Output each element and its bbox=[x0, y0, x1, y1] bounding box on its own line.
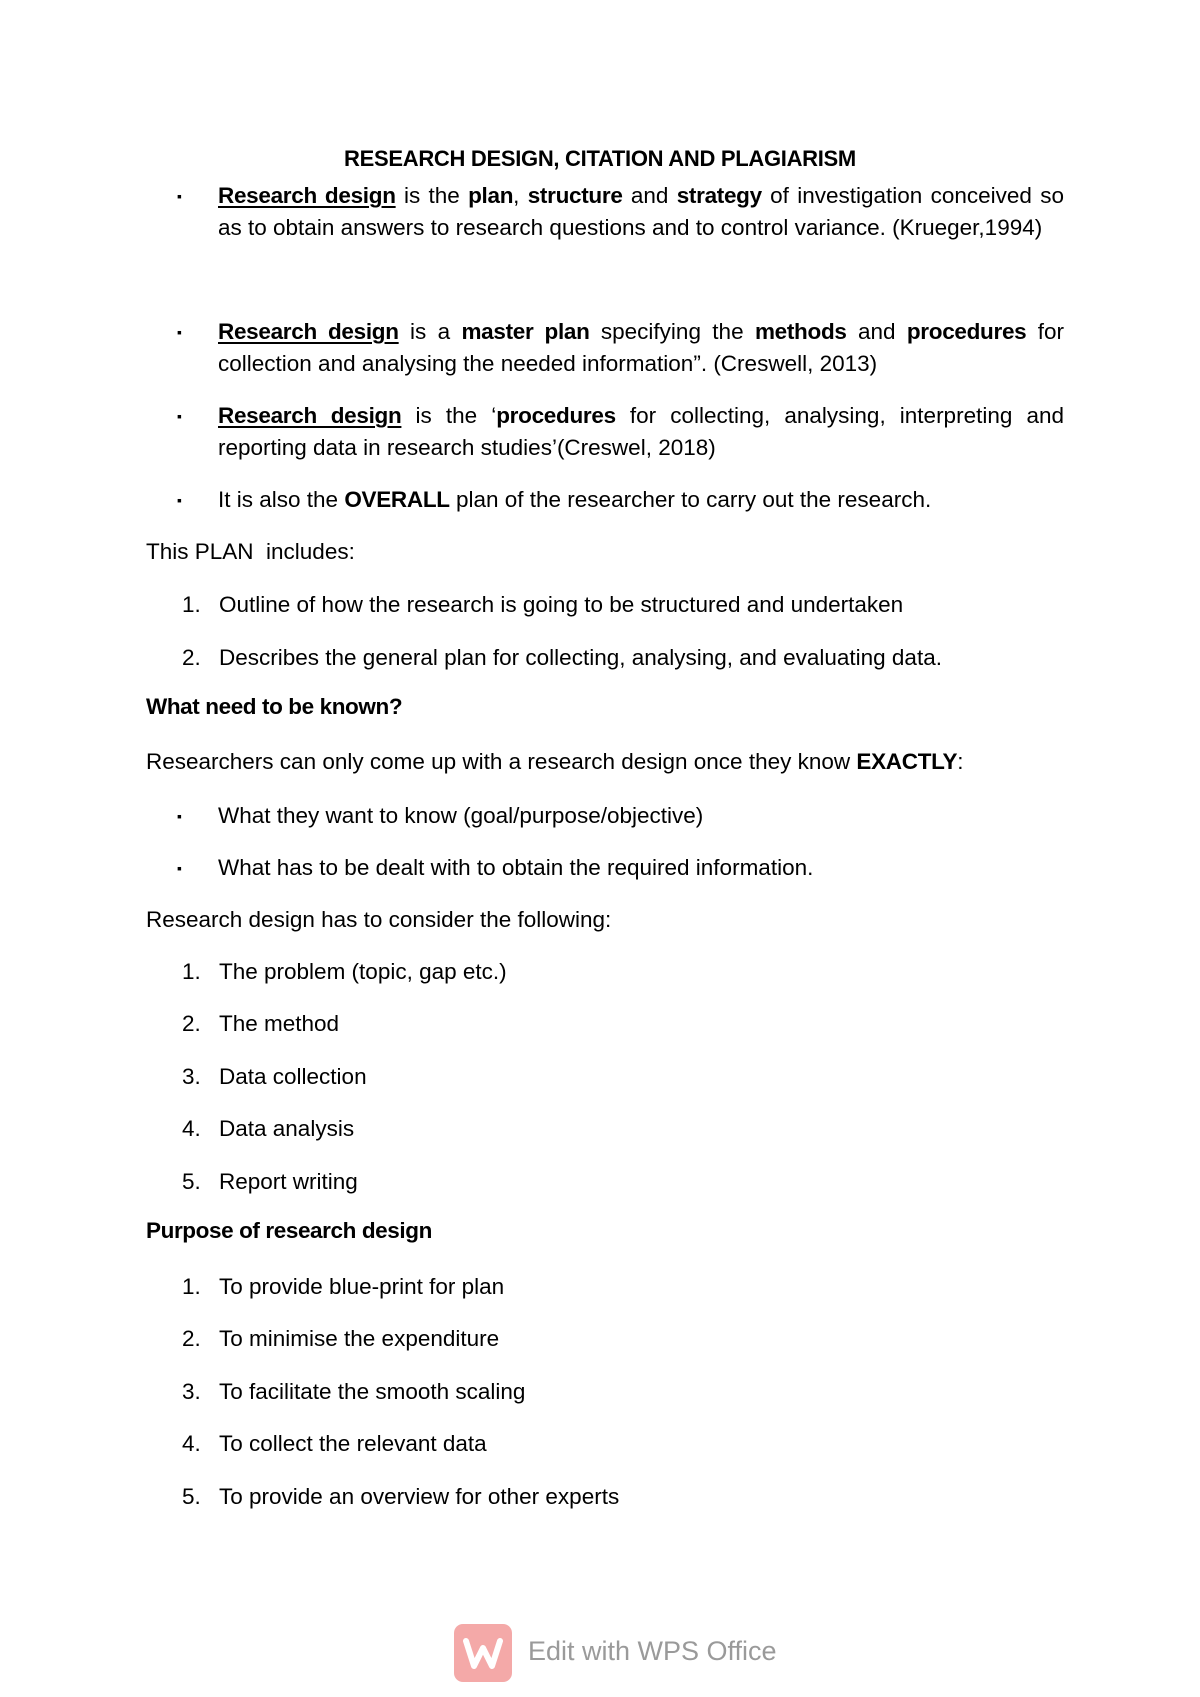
list-number: 5. bbox=[182, 1169, 201, 1194]
list-number: 1. bbox=[182, 1274, 201, 1299]
bullet-marker: ▪ bbox=[177, 408, 182, 424]
definition-bullet bbox=[177, 180, 1064, 280]
known-bullet bbox=[177, 852, 1064, 886]
consider-intro: Research design has to consider the following: bbox=[146, 907, 612, 932]
definition-bullet bbox=[177, 400, 1064, 470]
list-number: 1. bbox=[182, 959, 201, 984]
list-text: Describes the general plan for collecting, analysing, and evaluating data. bbox=[219, 645, 942, 670]
list-number: 4. bbox=[182, 1431, 201, 1456]
keyword-plan: plan bbox=[468, 183, 514, 208]
bullet-marker: ▪ bbox=[177, 324, 182, 340]
list-number: 3. bbox=[182, 1064, 201, 1089]
plan-intro: This PLAN includes: bbox=[146, 539, 355, 564]
list-text: Data analysis bbox=[219, 1116, 355, 1141]
wps-logo-icon bbox=[454, 1624, 512, 1682]
list-text: Data collection bbox=[219, 1064, 367, 1089]
term-research-design: Research design bbox=[218, 183, 396, 208]
keyword-exactly: EXACTLY bbox=[856, 749, 958, 774]
wps-watermark[interactable] bbox=[454, 1624, 794, 1684]
wps-edit-label: Edit with WPS Office bbox=[528, 1636, 777, 1666]
section-heading: Purpose of research design bbox=[146, 1218, 432, 1243]
wps-w-icon bbox=[454, 1624, 512, 1682]
keyword-procedures: procedures bbox=[906, 319, 1027, 344]
bullet-marker: ▪ bbox=[177, 492, 182, 508]
list-number: 3. bbox=[182, 1379, 201, 1404]
list-text: Report writing bbox=[219, 1169, 358, 1194]
list-text: To minimise the expenditure bbox=[219, 1326, 500, 1351]
list-number: 1. bbox=[182, 592, 201, 617]
list-text: The method bbox=[219, 1011, 340, 1036]
keyword-master-plan: master plan bbox=[461, 319, 590, 344]
bullet-text: Research design is the ‘procedures for collecting, analysing, interpreting and reporting data in research studies’(Creswel, 2018) bbox=[218, 403, 1064, 460]
bullet-text: Research design is a master plan specifying the methods and procedures for collection and analysing the needed information”. (Creswell, 2013) bbox=[218, 319, 1064, 376]
keyword-methods: methods bbox=[754, 319, 847, 344]
document-title: RESEARCH DESIGN, CITATION AND PLAGIARISM bbox=[344, 146, 856, 171]
definition-bullet bbox=[177, 484, 1064, 518]
keyword-procedures: procedures bbox=[496, 403, 616, 428]
list-text: To provide an overview for other experts bbox=[219, 1484, 620, 1509]
keyword-overall: OVERALL bbox=[344, 487, 450, 512]
list-number: 4. bbox=[182, 1116, 201, 1141]
known-paragraph: Researchers can only come up with a research design once they know EXACTLY: bbox=[146, 749, 964, 774]
bullet-text: Research design is the plan, structure and strategy of investigation conceived so as to obtain answers to research questions and to control variance. (Krueger,1994) bbox=[218, 183, 1064, 240]
list-text: The problem (topic, gap etc.) bbox=[219, 959, 507, 984]
definition-bullet bbox=[177, 316, 1064, 386]
bullet-marker: ▪ bbox=[177, 860, 182, 876]
term-research-design: Research design bbox=[218, 319, 399, 344]
keyword-structure: structure bbox=[527, 183, 623, 208]
list-text: To provide blue-print for plan bbox=[219, 1274, 505, 1299]
list-text: To facilitate the smooth scaling bbox=[219, 1379, 526, 1404]
section-heading: What need to be known? bbox=[146, 694, 403, 719]
list-number: 2. bbox=[182, 645, 201, 670]
bullet-marker: ▪ bbox=[177, 188, 182, 204]
bullet-marker: ▪ bbox=[177, 808, 182, 824]
bullet-text: What has to be dealt with to obtain the required information. bbox=[218, 855, 814, 880]
list-number: 2. bbox=[182, 1326, 201, 1351]
bullet-text: It is also the OVERALL plan of the researcher to carry out the research. bbox=[218, 487, 932, 512]
keyword-strategy: strategy bbox=[676, 183, 762, 208]
list-text: Outline of how the research is going to be structured and undertaken bbox=[219, 592, 904, 617]
list-number: 5. bbox=[182, 1484, 201, 1509]
term-research-design: Research design bbox=[218, 403, 402, 428]
list-number: 2. bbox=[182, 1011, 201, 1036]
known-bullet bbox=[177, 800, 1064, 834]
list-text: To collect the relevant data bbox=[219, 1431, 487, 1456]
bullet-text: What they want to know (goal/purpose/objective) bbox=[218, 803, 704, 828]
